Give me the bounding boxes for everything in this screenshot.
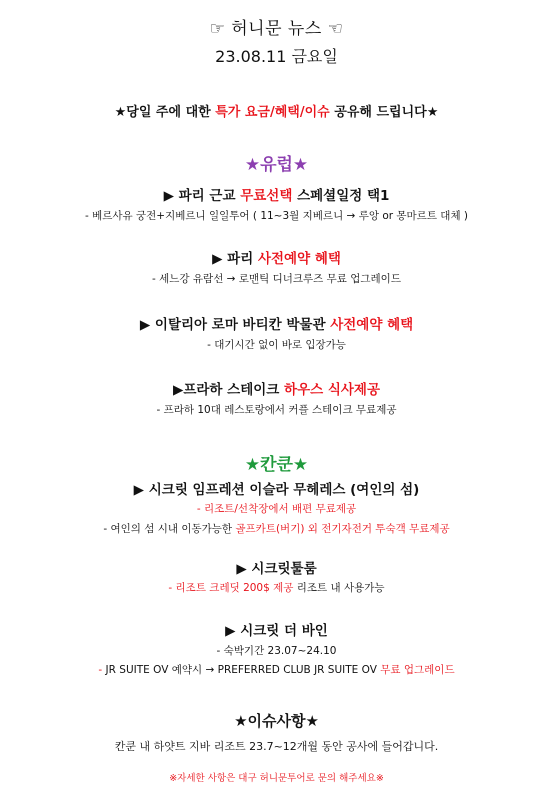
europe-item-detail: - 프라하 10대 레스토랑에서 커플 스테이크 무료제공 [156,404,397,416]
item-title-text: ▶ 이탈리아 로마 바티칸 박물관 [139,317,331,333]
detail-highlight: - [98,664,106,676]
detail-text: - 여인의 섬 시내 이동가능한 [103,523,236,535]
europe-item-detail: - 대기시간 없이 바로 입장가능 [207,339,346,351]
cancun-vine-title: ▶ 시크릿 더 바인 [225,623,328,639]
item-title-text: ▶ 파리 근교 [163,188,241,204]
cancun-tulum-title: ▶ 시크릿툴룸 [236,561,317,577]
detail-text: 리조트 내 사용가능 [293,582,385,594]
intro-line [0,101,553,120]
europe-item-title [0,184,553,204]
item-title-text: ▶ 파리 [212,251,258,267]
item-title-text: ▶프라하 스테이크 [172,382,285,398]
item-title-highlight: 사전예약 혜택 [330,317,414,333]
item-title-highlight: 무료선택 [240,188,293,204]
cancun-vine-detail-1: - 숙박기간 23.07~24.10 [216,645,337,657]
cancun-impression-detail-2 [0,521,553,536]
item-title-highlight: 하우스 식사제공 [284,382,381,398]
detail-text: JR SUITE OV 예약시 → PREFERRED CLUB JR SUITE OV [105,664,381,676]
europe-item-title [0,247,553,267]
europe-item-detail: - 베르사유 궁전+지베르니 일일투어 ( 11~3월 지베르니 → 루앙 or 몽마르트 대체 ) [84,210,469,222]
cancun-impression-detail-1: - 리조트/선착장에서 배편 무료제공 [196,503,357,515]
cancun-tulum-detail [0,580,553,595]
detail-highlight: 골프카트(버기) 외 전기자전거 투숙객 무료제공 [235,523,450,535]
item-title-text: 스페셜일정 택1 [292,188,390,204]
europe-item-title [0,378,553,398]
issues-text: 칸쿤 내 하얏트 지바 리조트 23.7~12개월 동안 공사에 들어갑니다. [114,740,439,753]
intro-suffix: 공유해 드립니다★ [329,105,439,120]
footer-note: ※자세한 사항은 대구 허니문투어로 문의 해주세요※ [169,773,384,784]
cancun-vine-detail-2 [0,662,553,677]
intro-prefix: ★당일 주에 대한 [114,105,216,120]
cancun-heading: ★칸쿤★ [244,455,309,475]
cancun-impression-title: ▶ 시크릿 임프레션 이슬라 무헤레스 (여인의 섬) [133,482,420,498]
europe-item-detail: - 세느강 유람선 → 로맨틱 디너크루즈 무료 업그레이드 [152,273,401,285]
item-title-highlight: 사전예약 혜택 [257,251,341,267]
intro-highlight: 특가 요금/혜택/이슈 [215,105,330,120]
newsletter-title: ☞ 허니문 뉴스 ☜ [209,19,344,39]
detail-highlight: 무료 업그레이드 [380,664,455,676]
europe-heading: ★유럽★ [244,155,309,175]
europe-item-title [0,313,553,333]
newsletter-date: 23.08.11 금요일 [215,47,338,66]
issues-heading: ★이슈사항★ [234,712,319,730]
detail-highlight: - 리조트 크레딧 200$ 제공 [168,582,294,594]
